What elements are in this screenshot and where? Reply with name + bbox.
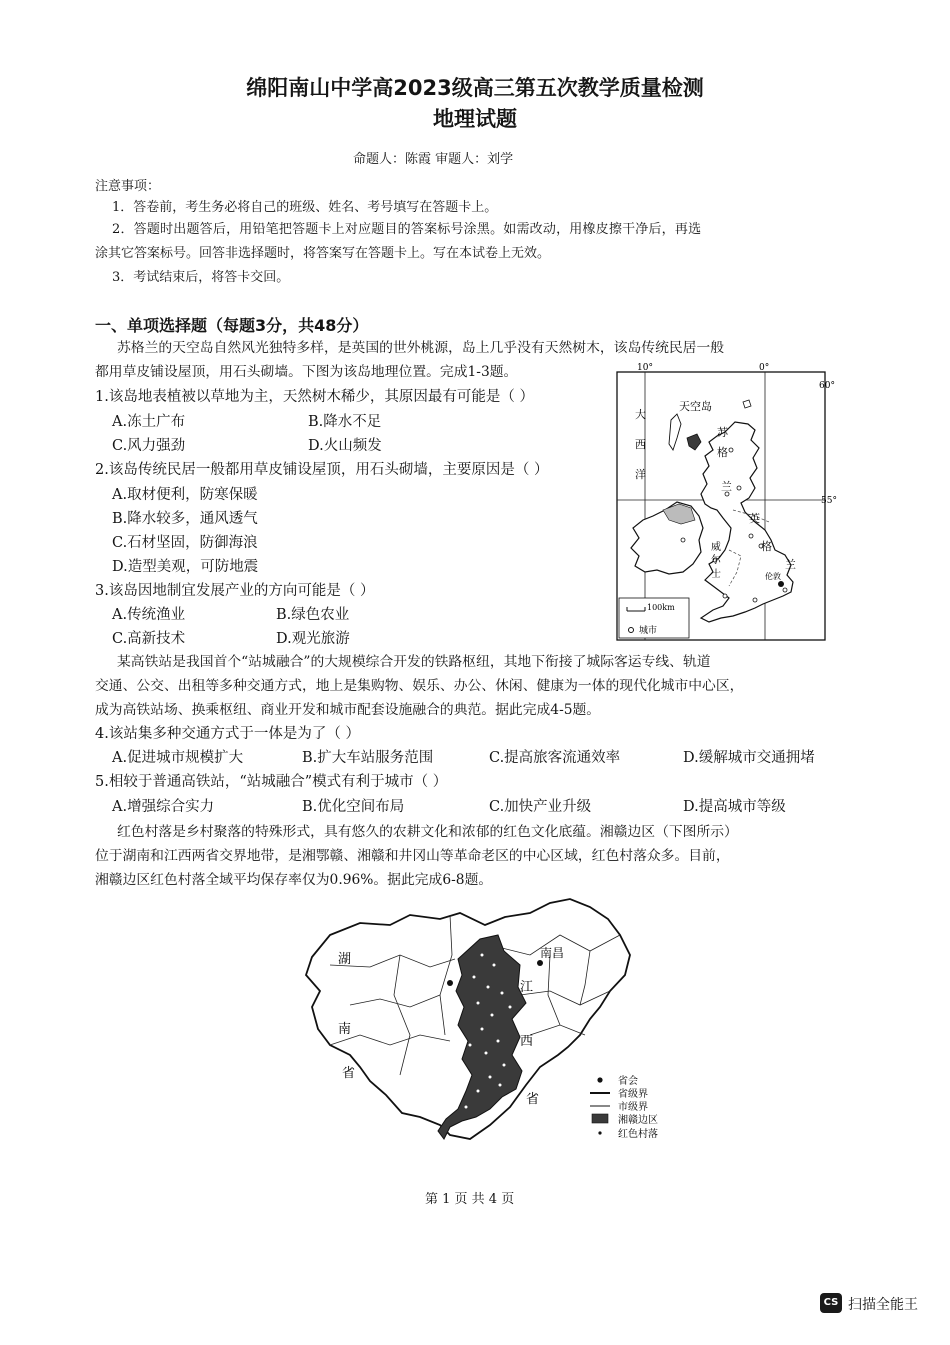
hunan-char-3: 省: [342, 1066, 356, 1081]
exam-title: 绵阳南山中学高2023级高三第五次教学质量检测: [246, 76, 704, 100]
jiangxi-char-2: 西: [520, 1034, 534, 1049]
lat-60-label: 60°: [819, 381, 835, 391]
q1-option-a: A.冻土广布: [112, 414, 186, 430]
passage-3-line-2: 位于湖南和江西两省交界地带，是湘鄂赣、湘赣和井冈山等革命老区的中心区域，红色村落众多。目前，: [95, 848, 730, 864]
legend-province-border: 省级界: [618, 1089, 648, 1100]
nanchang-marker: [537, 960, 543, 966]
q3-option-a: A.传统渔业: [112, 607, 186, 623]
scotland-char-1: 苏: [717, 426, 728, 439]
hunan-char-2: 南: [338, 1022, 352, 1037]
scale-label: 100km: [647, 603, 675, 612]
hunan-char-1: 湖: [338, 952, 352, 967]
nanchang-label: 南昌: [540, 946, 565, 960]
wales-char-3: 士: [711, 569, 721, 580]
q3-option-d: D.观光旅游: [276, 631, 350, 647]
uk-location-map: [605, 360, 835, 645]
legend-red-village: 红色村落: [618, 1129, 658, 1140]
page-number: 第 1 页 共 4 页: [425, 1192, 515, 1207]
q5-option-d: D.提高城市等级: [683, 799, 786, 815]
england-char-3: 兰: [785, 558, 796, 571]
q3-option-b: B.绿色农业: [276, 607, 350, 623]
london-label: 伦敦: [765, 572, 781, 581]
ocean-char-3: 洋: [635, 468, 646, 481]
passage-3-line-3: 湘赣边区红色村落全域平均保存率仅为0.96%。据此完成6-8题。: [95, 872, 493, 888]
question-3: 3.该岛因地制宜发展产业的方向可能是（ ）: [95, 583, 375, 599]
notice-item-1: 1．答卷前，考生务必将自己的班级、姓名、考号填写在答题卡上。: [112, 200, 498, 215]
passage-2-line-1: 某高铁站是我国首个“站城融合”的大规模综合开发的铁路枢纽，其地下衔接了城际客运专线、轨道: [117, 654, 711, 670]
q2-option-c: C.石材坚固，防御海浪: [112, 535, 258, 551]
passage-2-line-3: 成为高铁站场、换乘枢纽、商业开发和城市配套设施融合的典范。据此完成4-5题。: [95, 702, 601, 718]
notice-item-2-cont: 涂其它答案标号。回答非选择题时，将答案写在答题卡上。写在本试卷上无效。: [95, 246, 551, 261]
lat-55-label: 55°: [821, 496, 837, 506]
notice-item-3: 3．考试结束后，将答卡交回。: [112, 270, 290, 285]
q4-option-b: B.扩大车站服务范围: [302, 750, 434, 766]
question-1: 1.该岛地表植被以草地为主，天然树木稀少，其原因最有可能是（ ）: [95, 389, 534, 405]
city-legend-marker: [629, 628, 634, 633]
q5-option-b: B.优化空间布局: [302, 799, 405, 815]
scotland-char-2: 格: [717, 446, 728, 459]
changsha-marker: [447, 980, 453, 986]
camscanner-brand: 扫描全能王: [848, 1297, 918, 1313]
q2-option-a: A.取材便利，防寒保暖: [112, 487, 258, 503]
legend-capital: 省会: [618, 1076, 638, 1087]
ocean-char-2: 西: [635, 438, 646, 451]
jiangxi-char-3: 省: [526, 1092, 540, 1107]
notice-item-2: 2．答题时出题答后，用铅笔把答题卡上对应题目的答案标号涂黑。如需改动，用橡皮擦干净后，再选: [112, 222, 702, 237]
q4-option-d: D.缓解城市交通拥堵: [683, 750, 815, 766]
q1-option-b: B.降水不足: [308, 414, 382, 430]
question-4: 4.该站集多种交通方式于一体是为了（ ）: [95, 726, 360, 742]
lon-10-label: 10°: [637, 363, 653, 373]
notice-heading: 注意事项：: [95, 179, 161, 194]
exam-subtitle: 地理试题: [433, 107, 517, 131]
england-char-1: 英: [749, 512, 760, 525]
ocean-char-1: 大: [635, 408, 646, 421]
section-heading: 一、单项选择题（每题3分，共48分）: [95, 316, 369, 335]
city-legend-label: 城市: [639, 626, 658, 636]
passage-3-line-1: 红色村落是乡村聚落的特殊形式，具有悠久的农耕文化和浓郁的红色文化底蕴。湘赣边区（下图所示）: [117, 824, 738, 840]
q1-option-d: D.火山频发: [308, 438, 382, 454]
q4-option-a: A.促进城市规模扩大: [112, 750, 244, 766]
england-char-2: 格: [761, 540, 772, 553]
orkney-shape: [743, 400, 751, 408]
question-2: 2.该岛传统民居一般都用草皮铺设屋顶，用石头砌墙，主要原因是（ ）: [95, 462, 549, 478]
lon-0-label: 0°: [759, 363, 770, 373]
london-marker: [778, 581, 784, 587]
xianggan-region-map: [290, 895, 700, 1150]
q1-option-c: C.风力强劲: [112, 438, 186, 454]
q2-option-d: D.造型美观，可防地震: [112, 559, 259, 575]
jiangxi-char-1: 江: [520, 980, 534, 995]
q4-option-c: C.提高旅客流通效率: [489, 750, 621, 766]
q3-option-c: C.高新技术: [112, 631, 186, 647]
island-label: 天空岛: [679, 400, 712, 413]
camscanner-logo: CS: [820, 1293, 842, 1313]
map2-legend: [590, 1074, 658, 1140]
wales-char-2: 尔: [711, 555, 721, 566]
wales-char-1: 威: [711, 542, 721, 553]
scotland-char-3: 兰: [721, 480, 732, 493]
q5-option-a: A.增强综合实力: [112, 799, 215, 815]
passage-2-line-2: 交通、公交、出租等多种交通方式，地上是集购物、娱乐、办公、休闲、健康为一体的现代化城市中心区，: [95, 678, 744, 694]
legend-region: 湘赣边区: [618, 1115, 658, 1126]
passage-1-line-1: 苏格兰的天空岛自然风光独特多样，是英国的世外桃源，岛上几乎没有天然树木，该岛传统民居一般: [117, 340, 725, 356]
q2-option-b: B.降水较多，通风透气: [112, 511, 258, 527]
q5-option-c: C.加快产业升级: [489, 799, 592, 815]
passage-1-line-2: 都用草皮铺设屋顶，用石头砌墙。下图为该岛地理位置。完成1-3题。: [95, 364, 518, 380]
legend-city-border: 市级界: [618, 1102, 648, 1113]
authors: 命题人：陈霞 审题人：刘学: [353, 152, 514, 167]
question-5: 5.相较于普通高铁站，“站城融合”模式有利于城市（ ）: [95, 774, 448, 790]
